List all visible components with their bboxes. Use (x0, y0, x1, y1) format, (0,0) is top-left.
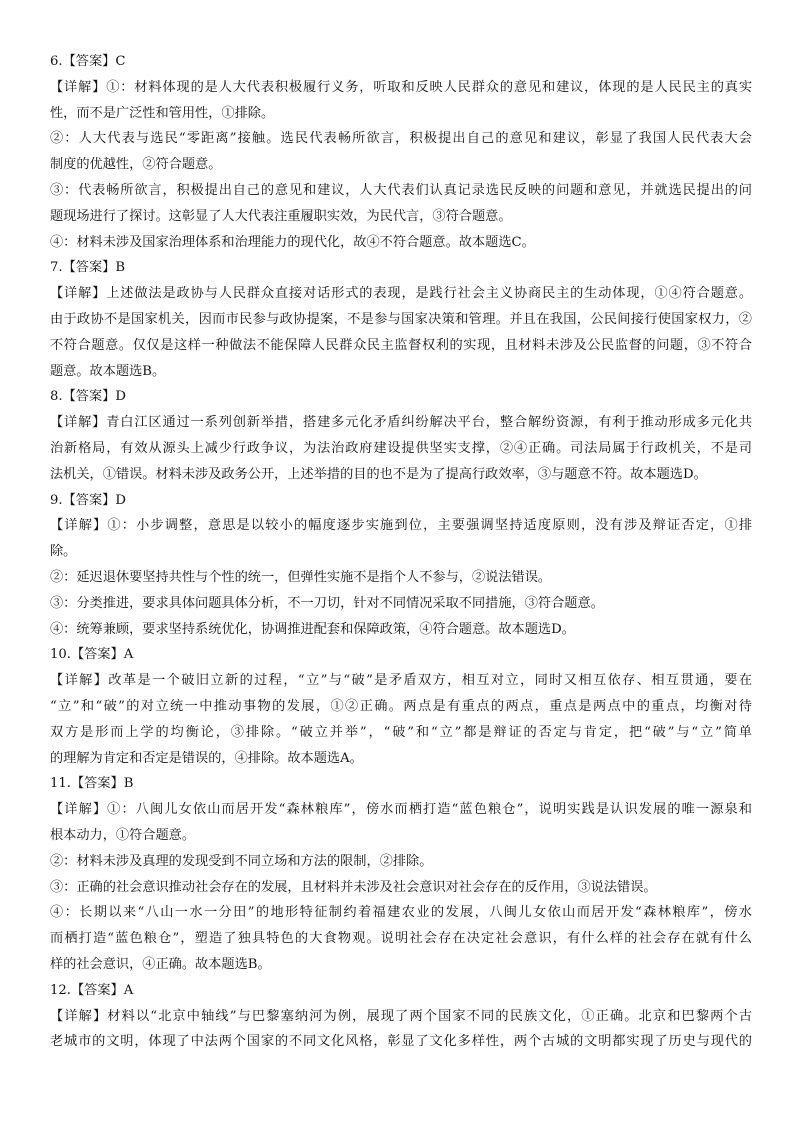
detail-text: ③：正确的社会意识推动社会存在的发展，且材料并未涉及社会意识对社会存在的反作用，③说法错误。 (50, 879, 657, 895)
detail-text: 而栖打造“蓝色粮仓”，塑造了独具特色的大食物观。说明社会存在决定社会意识，有什么样的社会存在就有什么 (50, 931, 752, 947)
detail-text: 双方是形而上学的均衡论，③排除。“破立并举”，“破”和“立”都是辩证的否定与肯定，把“破”与“立”简单 (50, 724, 752, 740)
detail-text: ③：分类推进，要求具体问题具体分析，不一刀切，针对不同情况采取不同措施，③符合题意。 (50, 595, 604, 611)
detail-tag: 【详解】 (50, 1008, 108, 1024)
answer-tag: 【答案】 (70, 982, 124, 998)
detail-line (50, 410, 752, 436)
detail-text: 改革是一个破旧立新的过程，“立”与“破”是矛盾双方，相互对立，同时又相互依存、相互贯通，要在 (108, 673, 752, 689)
detail-text: 上述做法是政协与人民群众直接对话形式的表现，是践行社会主义协商民主的生动体现，①④符合题意。 (106, 286, 752, 302)
detail-line (50, 204, 752, 230)
detail-line (50, 75, 752, 101)
answer-choice: D (115, 492, 126, 508)
detail-line (50, 875, 752, 901)
detail-line (50, 797, 752, 823)
detail-text: 除。 (50, 544, 77, 560)
detail-text: ③：代表畅所欲言，积极提出自己的意见和建议，人大代表们认真记录选民反映的问题和意见，并就选民提出的问 (50, 183, 752, 198)
detail-line (50, 152, 752, 178)
answer-choice: C (115, 54, 126, 69)
detail-text: 的理解为肯定和否定是错误的，④排除。故本题选A。 (50, 750, 363, 766)
answer-header (50, 771, 752, 797)
detail-line (50, 539, 752, 565)
answer-choice: A (123, 982, 134, 998)
answer-header (50, 255, 752, 281)
detail-line (50, 126, 752, 152)
detail-line (50, 178, 752, 204)
detail-line (50, 849, 752, 875)
detail-line (50, 513, 752, 539)
question-number: 8. (50, 389, 63, 405)
answer-tag: 【答案】 (62, 260, 116, 276)
detail-line (50, 952, 752, 978)
answer-choice: B (115, 260, 126, 276)
answer-choice: B (123, 776, 134, 792)
detail-text: ④：统筹兼顾，要求坚持系统优化，协调推进配套和保障政策，④符合题意。故本题选D。 (50, 621, 575, 637)
question-number: 9. (50, 492, 63, 508)
question-number: 10. (50, 647, 71, 663)
detail-text: 性，而不是广泛性和管用性，①排除。 (50, 105, 275, 121)
detail-line (50, 617, 752, 643)
question-number: 6. (50, 54, 63, 69)
detail-line (50, 823, 752, 849)
detail-line (50, 1029, 752, 1055)
detail-text: 样的社会意识，④正确。故本题选B。 (50, 957, 271, 972)
detail-line (50, 720, 752, 746)
detail-text: 材料以“北京中轴线”与巴黎塞纳河为例，展现了两个国家不同的民族文化，①正确。北京和巴黎两个古 (107, 1008, 752, 1024)
detail-line (50, 333, 752, 359)
detail-text: ④：长期以来“八山一水一分田”的地形特征制约着福建农业的发展，八闽儿女依山而居开发“森林粮库”，傍水 (50, 905, 752, 921)
detail-line (50, 1004, 752, 1030)
detail-text: 不符合题意。仅仅是这样一种做法不能保障人民群众民主监督权利的实现，且材料未涉及公民监督的问题，③不符合 (50, 337, 752, 353)
detail-tag: 【详解】 (50, 802, 108, 818)
answer-header (50, 488, 752, 514)
detail-line (50, 926, 752, 952)
detail-tag: 【详解】 (50, 286, 107, 302)
answer-tag: 【答案】 (62, 492, 116, 508)
detail-text: ①：小步调整，意思是以较小的幅度逐步实施到位，主要强调坚持适度原则，没有涉及辩证否定，①排 (107, 518, 752, 534)
detail-text: 由于政协不是国家机关，因而市民参与政协提案，不是参与国家决策和管理。并且在我国，公民间接行使国家权力，② (50, 312, 752, 327)
detail-text: ②：延迟退休要坚持共性与个性的统一，但弹性实施不是指个人不参与，②说法错误。 (50, 570, 552, 585)
detail-line (50, 694, 752, 720)
answer-header (50, 978, 752, 1004)
detail-line (50, 591, 752, 617)
detail-text: 根本动力，①符合题意。 (50, 828, 196, 843)
detail-tag: 【详解】 (50, 79, 107, 95)
detail-line (50, 101, 752, 127)
answer-header (50, 642, 752, 668)
detail-text: 治新格局，有效从源头上减少行政争议，为法治政府建设提供坚实支撑，②④正确。司法局属于行政机关，不是司 (50, 441, 752, 456)
answer-header (50, 384, 752, 410)
answer-header (50, 49, 752, 75)
detail-tag: 【详解】 (50, 673, 109, 689)
detail-line (50, 668, 752, 694)
detail-text: 青白江区通过一系列创新举措，搭建多元化矛盾纠纷解决平台，整合解纷资源，有利于推动形成多元化共 (106, 415, 752, 431)
detail-line (50, 359, 752, 385)
detail-line (50, 281, 752, 307)
detail-text: 法机关，①错误。材料未涉及政务公开，上述举措的目的也不是为了提高行政效率，③与题意不符。故本题选D。 (50, 466, 707, 482)
detail-text: ①：八闽儿女依山而居开发“森林粮库”，傍水而栖打造“蓝色粮仓”，说明实践是认识发展的唯一源泉和 (107, 802, 752, 818)
detail-line (50, 746, 752, 772)
detail-text: ②：材料未涉及真理的发现受到不同立场和方法的限制，②排除。 (50, 853, 433, 869)
question-number: 12. (50, 982, 71, 998)
question-number: 7. (50, 260, 63, 276)
detail-line (50, 900, 752, 926)
detail-tag: 【详解】 (50, 518, 108, 534)
answer-tag: 【答案】 (62, 54, 116, 69)
detail-text: 题现场进行了探讨。这彰显了人大代表注重履职实效，为民代言，③符合题意。 (50, 208, 512, 224)
detail-text: 题意。故本题选B。 (50, 363, 166, 379)
question-number: 11. (50, 776, 71, 792)
detail-line (50, 307, 752, 333)
detail-text: 制度的优越性，②符合题意。 (50, 157, 222, 173)
answer-tag: 【答案】 (70, 647, 124, 663)
answer-tag: 【答案】 (70, 776, 124, 792)
detail-text: “立”和“破”的对立统一中推动事物的发展，①②正确。两点是有重点的两点，重点是两点中的重点，均衡对待 (50, 699, 752, 714)
detail-line (50, 436, 752, 462)
detail-text: ①：材料体现的是人大代表积极履行义务，听取和反映人民群众的意见和建议，体现的是人民民主的真实 (106, 79, 752, 95)
answer-tag: 【答案】 (62, 389, 116, 405)
detail-line (50, 462, 752, 488)
detail-text: ②：人大代表与选民“零距离”接触。选民代表畅所欲言，积极提出自己的意见和建议，彰显了我国人民代表大会 (50, 131, 752, 147)
detail-text: ④：材料未涉及国家治理体系和治理能力的现代化，故④不符合题意。故本题选C。 (50, 234, 535, 250)
detail-text: 老城市的文明，体现了中法两个国家的不同文化风格，彰显了文化多样性，两个古城的文明都实现了历史与现代的 (50, 1034, 752, 1050)
answer-choice: A (123, 647, 134, 663)
detail-line (50, 565, 752, 591)
detail-line (50, 230, 752, 256)
detail-tag: 【详解】 (50, 415, 107, 431)
answer-choice: D (115, 389, 126, 405)
